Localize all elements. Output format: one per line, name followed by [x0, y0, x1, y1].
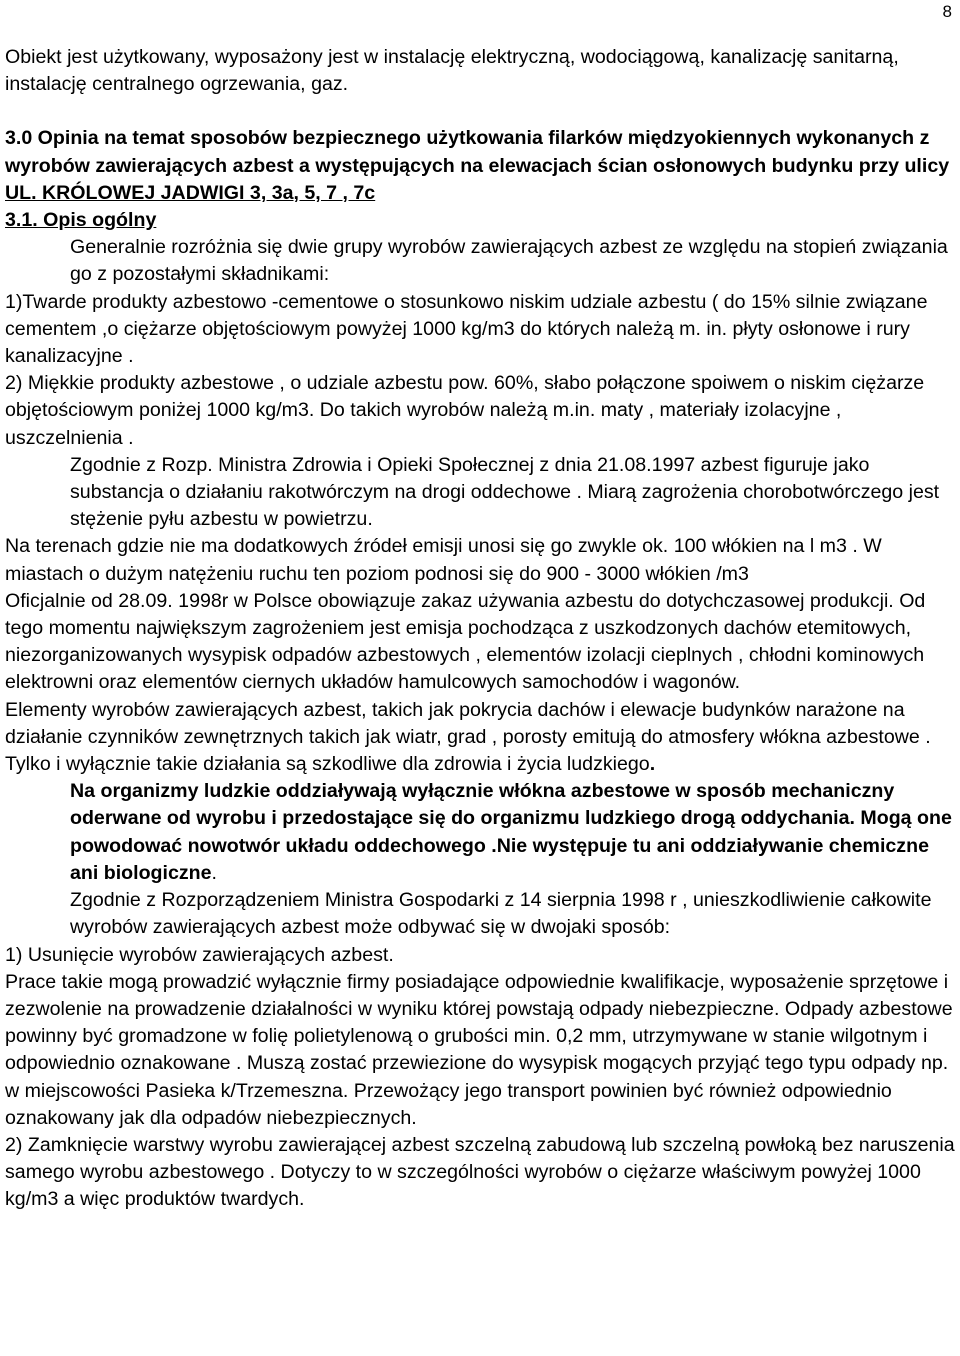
- paragraph-ban: Oficjalnie od 28.09. 1998r w Polsce obowiązuje zakaz używania azbestu do dotychczasowej produkcji. Od tego momentu największym zagrożeniem jest emisja pochodząca z uszkodzonych dachów etemitowych, niezorganizowanych wysypisk odpadów azbestowych , elementów izolacji cieplnych , chłodni kominowych elektrowni oraz elementów ciernych układów hamulcowych samochodów i wagonów.: [5, 589, 926, 694]
- paragraph-elements: Elementy wyrobów zawierających azbest, takich jak pokrycia dachów i elewacje budynków narażone na działanie czynników zewnętrznych takich jak wiatr, grad , porosty emitują do atmosfery włókna azbestowe . Tylko i wyłącznie takie działania są szkodliwe dla zdrowia i życia ludzkiego.: [5, 698, 931, 776]
- paragraph-groups-intro: Generalnie rozróżnia się dwie grupy wyrobów zawierających azbest ze względu na stopień związania go z pozostałymi składnikami:: [70, 236, 948, 286]
- subsection-heading: 3.1. Opis ogólny: [5, 209, 157, 232]
- section-heading: [5, 125, 960, 207]
- paragraph-soft-products: 2) Miękkie produkty azbestowe , o udziale azbestu pow. 60%, słabo połączone spoiwem o niskim ciężarze objętościowym poniżej 1000 kg/m3. Do takich wyrobów należą m.in. maty , materiały izolacyjne , uszczelnienia .: [5, 372, 925, 449]
- paragraph-method-1: 1) Usunięcie wyrobów zawierających azbest.: [5, 943, 394, 966]
- page-number: 8: [942, 2, 952, 21]
- street-name: UL. KRÓLOWEJ JADWIGI 3, 3a, 5, 7 , 7c: [5, 181, 376, 204]
- paragraph-fiber-levels: Na terenach gdzie nie ma dodatkowych źródeł emisji unosi się go zwykle ok. 100 włókien na l m3 . W miastach o dużym natężeniu ruchu ten poziom podnosi się do 900 - 3000 włókien /m3: [5, 535, 882, 585]
- paragraph-regulation-1998: Zgodnie z Rozporządzeniem Ministra Gospodarki z 14 sierpnia 1998 r , unieszkodliwienie całkowite wyrobów zawierających azbest może odbywać się w dwojaki sposób:: [70, 889, 932, 939]
- paragraph-hard-products: 1)Twarde produkty azbestowo -cementowe o stosunkowo niskim udziale azbestu ( do 15% silnie związane cementem ,o ciężarze objętościowym powyżej 1000 kg/m3 do których należą m. in. płyty osłonowe i rury kanalizacyjne .: [5, 290, 928, 368]
- document-body: [5, 44, 960, 1214]
- paragraph-method-2: 2) Zamknięcie warstwy wyrobu zawierającej azbest szczelną zabudową lub szczelną powłoką bez naruszenia samego wyrobu azbestowego . Dotyczy to w szczególności wyrobów o ciężarze właściwym powyżej 1000 kg/m3 a więc produktów twardych.: [5, 1133, 955, 1211]
- section-heading-text: 3.0 Opinia na temat sposobów bezpiecznego użytkowania filarków międzyokiennych wykonanych z wyrobów zawierających azbest a występujących na elewacjach ścian osłonowych budynku przy ulicy: [5, 127, 950, 177]
- paragraph-regulation: Zgodnie z Rozp. Ministra Zdrowia i Opieki Społecznej z dnia 21.08.1997 azbest figuruje jako substancja o działaniu rakotwórczym na drogi oddechowe . Miarą zagrożenia chorobotwórczego jest stężenie pyłu azbestu w powietrzu.: [70, 453, 940, 531]
- paragraph-removal-works: Prace takie mogą prowadzić wyłącznie firmy posiadające odpowiednie kwalifikacje, wyposażenie sprzętowe i zezwolenie na prowadzenie działalności w wyniku której powstają odpady niebezpieczne. Odpady azbestowe powinny być gromadzone w folię polietylenową o grubości min. 0,2 mm, utrzymywane w stanie wilgotnym i odpowiednio oznakowane . Muszą zostać przewiezione do wysypisk mogących przyjąć tego typu odpady np. w miejscowości Pasieka k/Trzemeszna. Przewożący jego transport powinien być również odpowiednio oznakowany jak dla odpadów niebezpiecznych.: [5, 970, 953, 1129]
- paragraph-bold-mechanism: Na organizmy ludzkie oddziaływają wyłącznie włókna azbestowe w sposób mechaniczny oderwane od wyrobu i przedostające się do organizmu ludzkiego drogą oddychania. Mogą one powodować nowotwór układu oddechowego .Nie występuje tu ani oddziaływanie chemiczne ani biologiczne.: [70, 780, 952, 884]
- intro-paragraph: Obiekt jest użytkowany, wyposażony jest w instalację elektryczną, wodociągową, kanalizację sanitarną, instalację centralnego ogrzewania, gaz.: [5, 46, 899, 96]
